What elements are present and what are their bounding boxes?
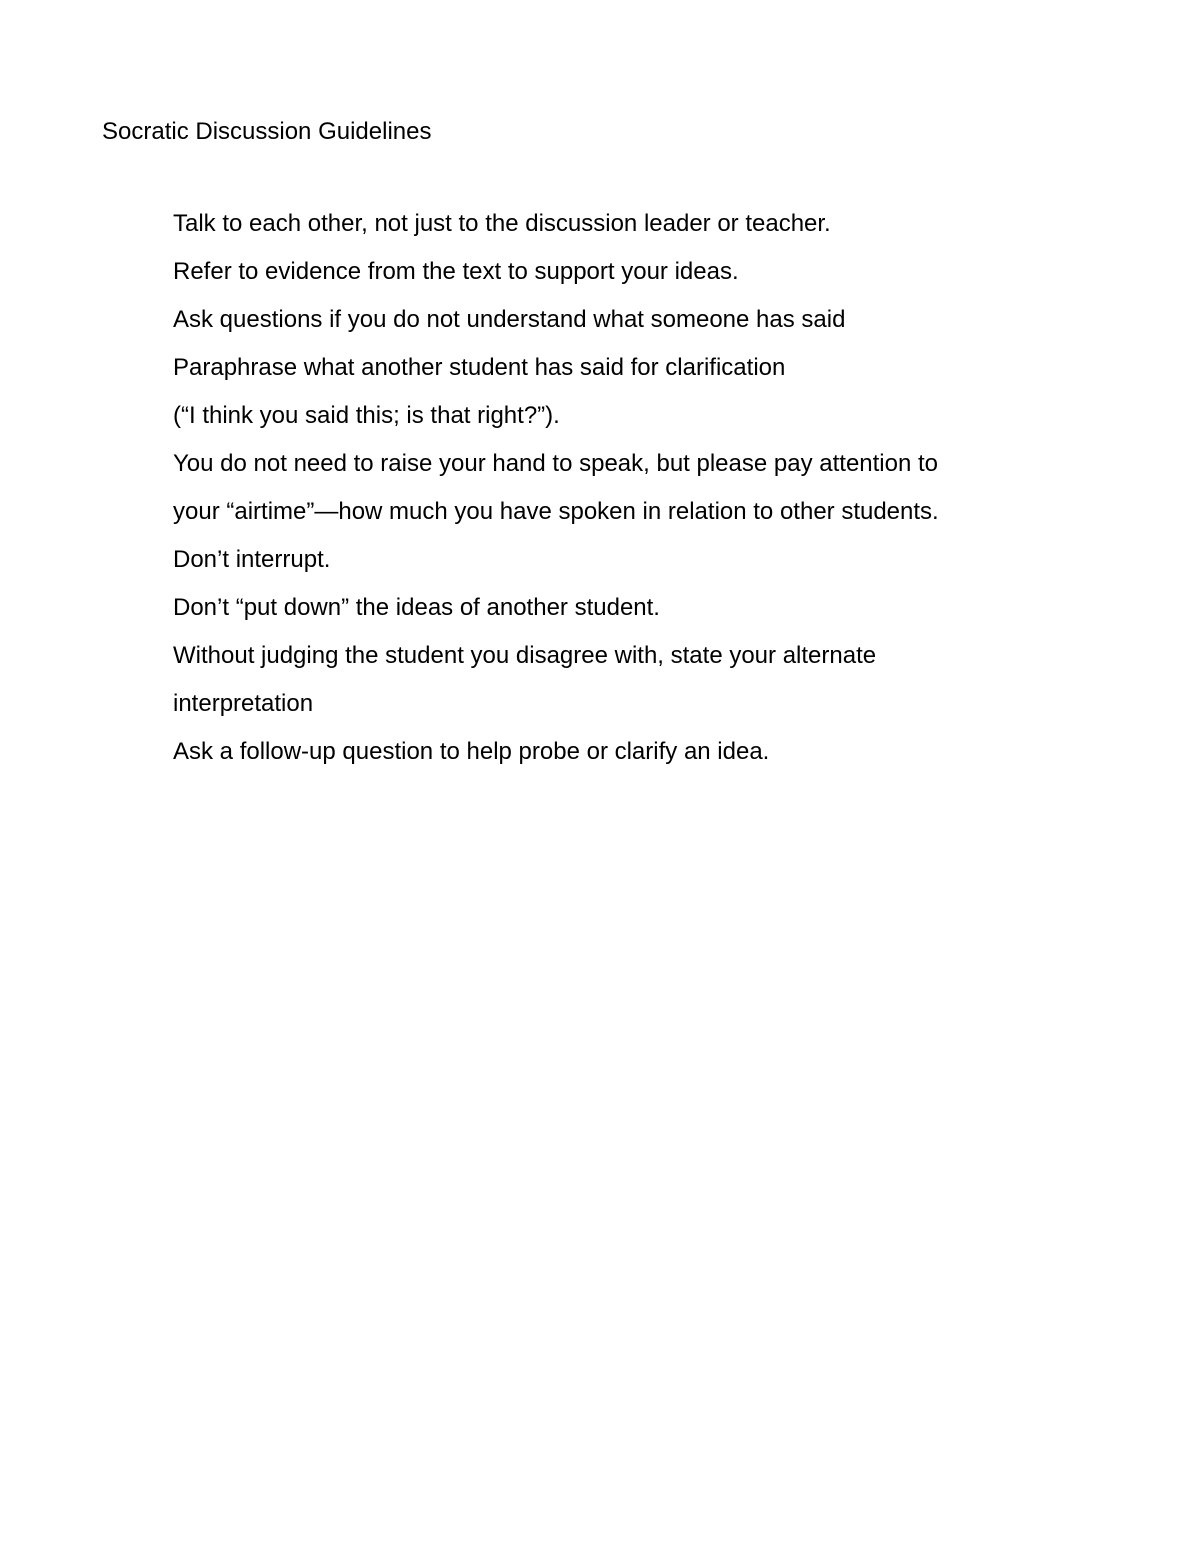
guideline-line: You do not need to raise your hand to speak, but please pay attention to (173, 450, 939, 477)
guideline-line: Ask a follow-up question to help probe or clarify an idea. (173, 738, 770, 765)
guideline-line: Refer to evidence from the text to support your ideas. (173, 258, 739, 285)
guideline-line: your “airtime”—how much you have spoken in relation to other students. (173, 498, 939, 525)
guideline-line: (“I think you said this; is that right?”). (173, 402, 560, 429)
guideline-line: interpretation (173, 690, 314, 717)
guidelines-list (173, 200, 1173, 776)
guideline-line: Don’t interrupt. (173, 546, 331, 573)
guideline-line: Talk to each other, not just to the discussion leader or teacher. (173, 210, 831, 237)
guideline-line: Ask questions if you do not understand what someone has said (173, 306, 846, 333)
guideline-line: Don’t “put down” the ideas of another student. (173, 594, 660, 621)
document-title: Socratic Discussion Guidelines (102, 118, 432, 145)
guideline-line: Paraphrase what another student has said for clarification (173, 354, 786, 381)
guideline-line: Without judging the student you disagree with, state your alternate (173, 642, 877, 669)
